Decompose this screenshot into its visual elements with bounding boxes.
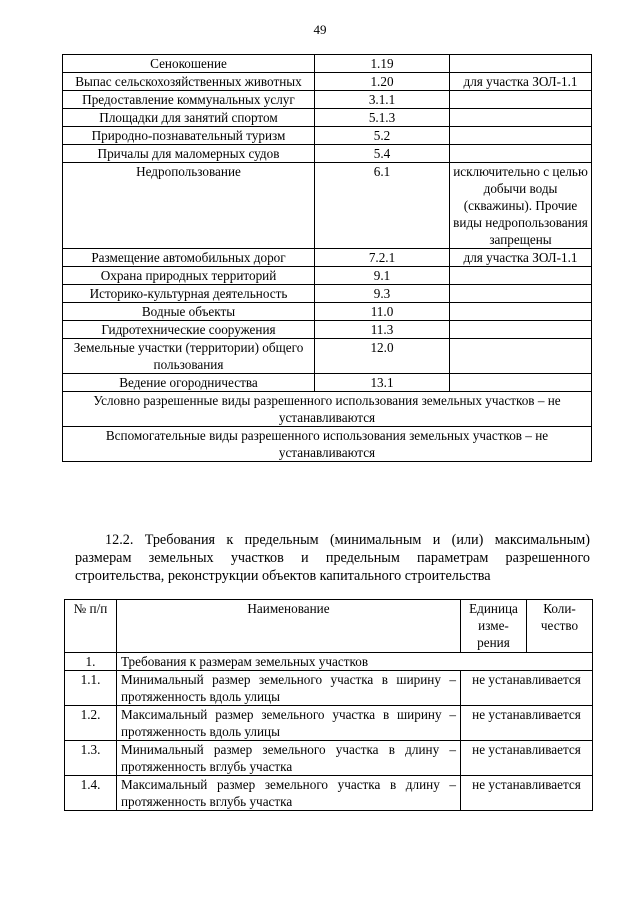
row-number: 1.3. xyxy=(65,741,117,776)
requirement-value: не устанавливается xyxy=(461,776,593,811)
table-row xyxy=(63,392,592,427)
table-row xyxy=(63,127,592,145)
use-note xyxy=(450,91,592,109)
page-number: 49 xyxy=(313,22,327,37)
table-row xyxy=(65,706,593,741)
table-row xyxy=(65,776,593,811)
use-note xyxy=(450,303,592,321)
requirement-group-title: Требования к размерам земельных участков xyxy=(117,653,593,671)
requirement-name: Максимальный размер земельного участка в длину – протяженность вглубь участка xyxy=(117,776,461,811)
use-note xyxy=(450,339,592,374)
requirement-value: не устанавливается xyxy=(461,671,593,706)
requirement-name: Минимальный размер земельного участка в длину – протяженность вглубь участка xyxy=(117,741,461,776)
use-note xyxy=(450,145,592,163)
section-12-2-paragraph xyxy=(75,531,590,585)
table-row xyxy=(63,73,592,91)
use-code: 11.0 xyxy=(315,303,450,321)
use-note xyxy=(450,267,592,285)
use-name: Ведение огородничества xyxy=(63,374,315,392)
use-note: для участка ЗОЛ-1.1 xyxy=(450,73,592,91)
table-row xyxy=(63,109,592,127)
table-row xyxy=(63,303,592,321)
use-code: 11.3 xyxy=(315,321,450,339)
use-name: Земельные участки (территории) общего пользования xyxy=(63,339,315,374)
use-code: 5.2 xyxy=(315,127,450,145)
use-name: Размещение автомобильных дорог xyxy=(63,249,315,267)
use-name: Историко-культурная деятельность xyxy=(63,285,315,303)
table-row xyxy=(65,653,593,671)
paragraph-line: размерам земельных участков и предельным параметрам разрешенного xyxy=(75,550,590,566)
use-note xyxy=(450,285,592,303)
use-name: Охрана природных территорий xyxy=(63,267,315,285)
use-code: 6.1 xyxy=(315,163,450,249)
paragraph-line: строительства, реконструкции объектов капитального строительства xyxy=(75,568,491,584)
table-row xyxy=(63,249,592,267)
table-row xyxy=(63,145,592,163)
requirement-value: не устанавливается xyxy=(461,741,593,776)
table-row xyxy=(63,55,592,73)
conditional-uses-row: Условно разрешенные виды разрешенного использования земельных участков – не устанавливаются xyxy=(63,392,592,427)
use-name: Природно-познавательный туризм xyxy=(63,127,315,145)
auxiliary-uses-row: Вспомогательные виды разрешенного использования земельных участков – не устанавливаются xyxy=(63,427,592,462)
table-row xyxy=(63,163,592,249)
use-note xyxy=(450,109,592,127)
use-code: 3.1.1 xyxy=(315,91,450,109)
use-note xyxy=(450,55,592,73)
table-row xyxy=(63,427,592,462)
table-row xyxy=(63,285,592,303)
header-name: Наименование xyxy=(117,600,461,653)
table-row xyxy=(65,671,593,706)
requirement-value: не устанавливается xyxy=(461,706,593,741)
header-unit: Единица изме-рения xyxy=(461,600,527,653)
table-row xyxy=(63,374,592,392)
header-num: № п/п xyxy=(65,600,117,653)
use-name: Недропользование xyxy=(63,163,315,249)
row-number: 1.4. xyxy=(65,776,117,811)
row-number: 1.1. xyxy=(65,671,117,706)
table-row xyxy=(63,91,592,109)
use-code: 5.1.3 xyxy=(315,109,450,127)
use-name: Сенокошение xyxy=(63,55,315,73)
use-code: 9.3 xyxy=(315,285,450,303)
use-note xyxy=(450,127,592,145)
parameters-table xyxy=(64,599,593,811)
use-name: Причалы для маломерных судов xyxy=(63,145,315,163)
use-name: Водные объекты xyxy=(63,303,315,321)
table-row xyxy=(63,321,592,339)
table-row xyxy=(63,339,592,374)
use-note xyxy=(450,374,592,392)
use-code: 9.1 xyxy=(315,267,450,285)
row-number: 1.2. xyxy=(65,706,117,741)
use-code: 1.20 xyxy=(315,73,450,91)
row-number: 1. xyxy=(65,653,117,671)
header-quantity: Коли-чество xyxy=(527,600,593,653)
use-code: 12.0 xyxy=(315,339,450,374)
use-code: 1.19 xyxy=(315,55,450,73)
use-name: Площадки для занятий спортом xyxy=(63,109,315,127)
use-code: 13.1 xyxy=(315,374,450,392)
requirement-name: Минимальный размер земельного участка в ширину – протяженность вдоль улицы xyxy=(117,671,461,706)
use-name: Выпас сельскохозяйственных животных xyxy=(63,73,315,91)
use-name: Предоставление коммунальных услуг xyxy=(63,91,315,109)
use-note xyxy=(450,321,592,339)
use-name: Гидротехнические сооружения xyxy=(63,321,315,339)
use-note: исключительно с целью добычи воды (скважины). Прочие виды недропользования запрещены xyxy=(450,163,592,249)
paragraph-line: 12.2. Требования к предельным (минимальным и (или) максимальным) xyxy=(105,532,590,548)
table-row xyxy=(65,741,593,776)
requirement-name: Максимальный размер земельного участка в ширину – протяженность вдоль улицы xyxy=(117,706,461,741)
table-header-row xyxy=(65,600,593,653)
use-code: 7.2.1 xyxy=(315,249,450,267)
permitted-uses-table xyxy=(62,54,592,462)
table-row xyxy=(63,267,592,285)
use-code: 5.4 xyxy=(315,145,450,163)
use-note: для участка ЗОЛ-1.1 xyxy=(450,249,592,267)
